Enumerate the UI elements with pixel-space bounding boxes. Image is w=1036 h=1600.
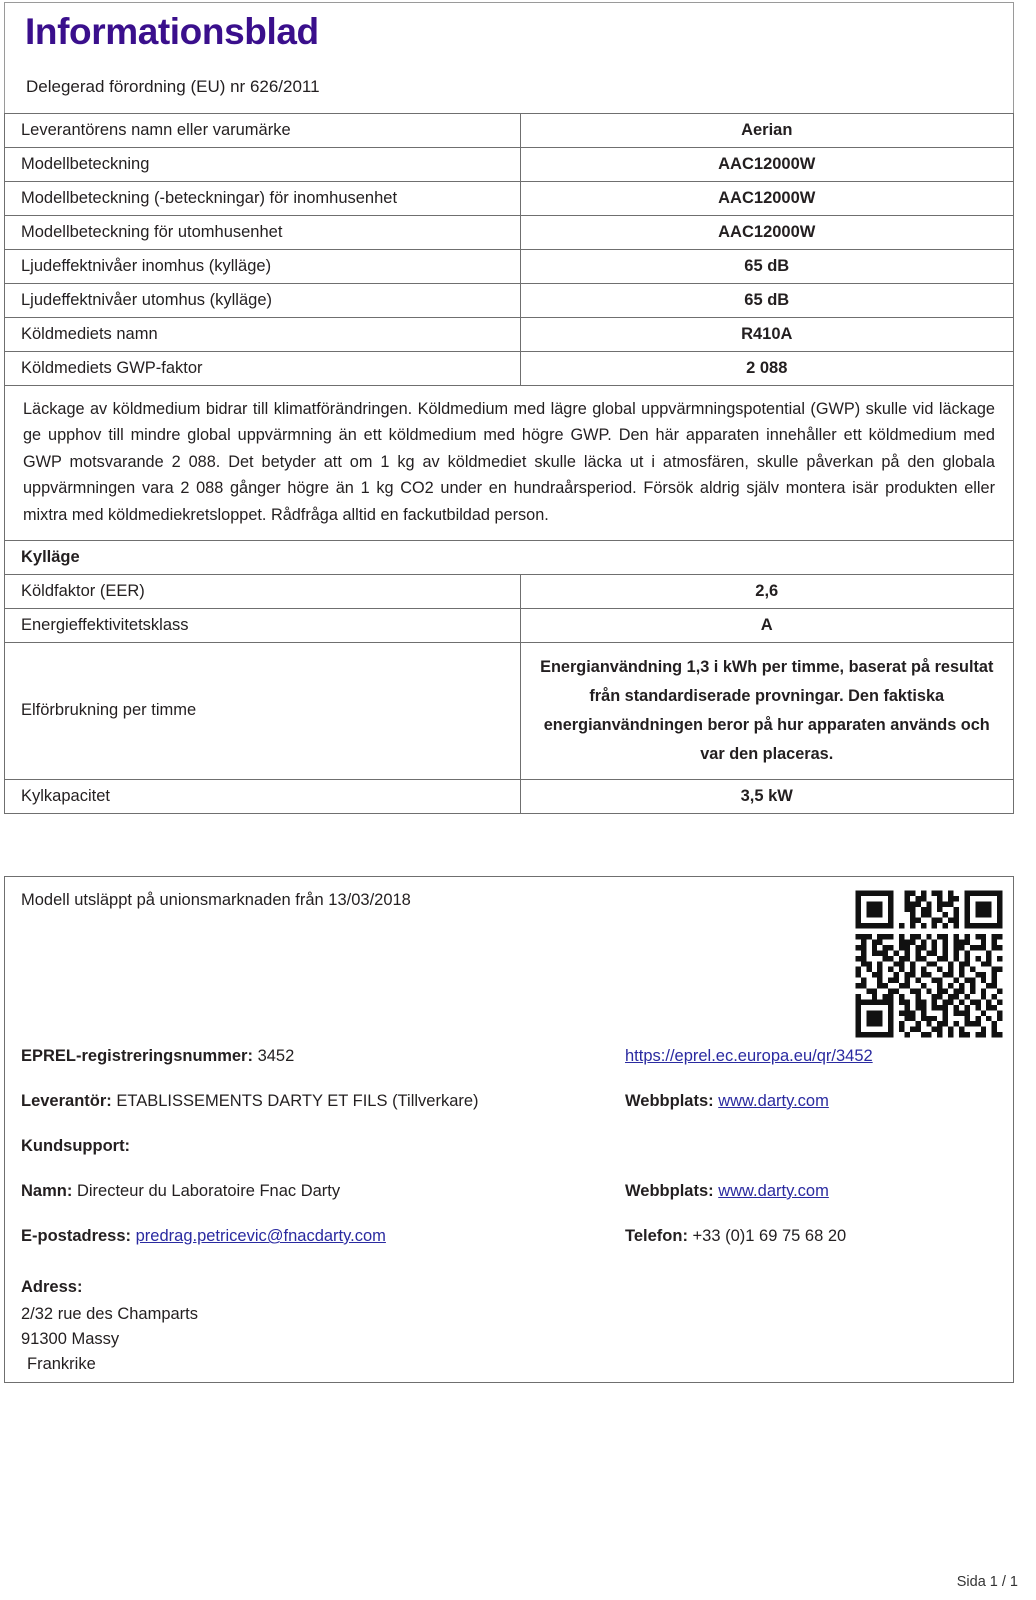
supplier-row bbox=[5, 1092, 1013, 1137]
support-name-row bbox=[5, 1182, 1013, 1227]
table-row bbox=[5, 148, 1014, 182]
power-consumption-row bbox=[5, 642, 1014, 779]
spec-value: 3,5 kW bbox=[520, 779, 1014, 813]
header-box bbox=[4, 2, 1014, 113]
gwp-note-text: Läckage av köldmedium bidrar till klimatförändringen. Köldmedium med lägre global uppvärmningspotential (GWP) skulle vid läckage ge upphov till mindre global uppvärmning än ett köldmedium med högre GWP. Den här apparaten innehåller ett köldmedium med GWP motsvarande 2 088. Det betyder att om 1 kg av köldmediet skulle läcka ut i atmosfären, skulle påverkan på den globala uppvärmningen vara 2 088 gånger högre än 1 kg CO2 under en hundraårsperiod. Försök aldrig själv montera isär produkten eller mixtra med köldmediekretsloppet. Rådfråga alltid en fackutbildad person. bbox=[5, 386, 1014, 541]
support-phone bbox=[625, 1227, 846, 1246]
eprel-url-link[interactable]: https://eprel.ec.europa.eu/qr/3452 bbox=[625, 1047, 873, 1065]
table-row bbox=[5, 574, 1014, 608]
eprel-url-container bbox=[625, 1047, 873, 1066]
eprel-value: 3452 bbox=[257, 1047, 295, 1065]
eprel-label: EPREL-registreringsnummer: bbox=[21, 1047, 253, 1065]
power-consumption-label: Elförbrukning per timme bbox=[5, 642, 521, 779]
support-name bbox=[21, 1182, 340, 1201]
support-name-label: Namn: bbox=[21, 1182, 73, 1200]
support-email-label: E-postadress: bbox=[21, 1227, 132, 1245]
spec-value: AAC12000W bbox=[520, 148, 1014, 182]
address-line-1: 2/32 rue des Champarts bbox=[21, 1305, 199, 1324]
regulation-subtitle: Delegerad förordning (EU) nr 626/2011 bbox=[26, 77, 320, 96]
support-website-link[interactable]: www.darty.com bbox=[718, 1182, 829, 1200]
customer-support-label: Kundsupport: bbox=[21, 1137, 131, 1155]
specification-table bbox=[4, 113, 1014, 814]
spec-label: Modellbeteckning bbox=[5, 148, 521, 182]
support-website-label: Webbplats: bbox=[625, 1182, 714, 1200]
spec-label: Leverantörens namn eller varumärke bbox=[5, 114, 521, 148]
supplier-website-label: Webbplats: bbox=[625, 1092, 714, 1110]
qr-code-icon bbox=[841, 885, 1017, 1043]
support-contact-row bbox=[5, 1227, 1013, 1272]
support-phone-label: Telefon: bbox=[625, 1227, 688, 1245]
support-name-value: Directeur du Laboratoire Fnac Darty bbox=[76, 1182, 341, 1200]
table-row bbox=[5, 352, 1014, 386]
gwp-note-row bbox=[5, 386, 1014, 541]
address-line-2: 91300 Massy bbox=[21, 1330, 120, 1349]
spec-value: AAC12000W bbox=[520, 216, 1014, 250]
supplier-website-link[interactable]: www.darty.com bbox=[718, 1092, 829, 1110]
market-release-date: Modell utsläppt på unionsmarknaden från 13/03/2018 bbox=[21, 891, 411, 909]
spec-label: Köldfaktor (EER) bbox=[5, 574, 521, 608]
address-line-3: Frankrike bbox=[27, 1355, 96, 1374]
spec-value: 2 088 bbox=[520, 352, 1014, 386]
power-consumption-value: Energianvändning 1,3 i kWh per timme, baserat på resultat från standardiserade provningar. Den faktiska energianvändningen beror på hur apparaten används och var den placeras. bbox=[520, 642, 1014, 779]
spec-label: Ljudeffektnivåer inomhus (kylläge) bbox=[5, 250, 521, 284]
support-email-link[interactable]: predrag.petricevic@fnacdarty.com bbox=[135, 1227, 386, 1245]
table-row bbox=[5, 284, 1014, 318]
spec-value: AAC12000W bbox=[520, 182, 1014, 216]
spec-value: Aerian bbox=[520, 114, 1014, 148]
spec-label: Köldmediets namn bbox=[5, 318, 521, 352]
spec-value: R410A bbox=[520, 318, 1014, 352]
supplier-label: Leverantör: bbox=[21, 1092, 112, 1110]
spec-value: A bbox=[520, 608, 1014, 642]
page-footer: Sida 1 / 1 bbox=[956, 1574, 1018, 1590]
supplier-website bbox=[625, 1092, 829, 1111]
cooling-section-header: Kylläge bbox=[5, 540, 1014, 574]
spec-label: Modellbeteckning för utomhusenhet bbox=[5, 216, 521, 250]
table-row bbox=[5, 318, 1014, 352]
spec-label: Energieffektivitetsklass bbox=[5, 608, 521, 642]
spec-value: 65 dB bbox=[520, 250, 1014, 284]
page-title: Informationsblad bbox=[25, 11, 319, 52]
address-block bbox=[21, 1275, 198, 1377]
eprel-registration bbox=[21, 1047, 294, 1066]
table-row bbox=[5, 182, 1014, 216]
address-label: Adress: bbox=[21, 1278, 83, 1296]
support-email bbox=[21, 1227, 386, 1246]
spec-label: Kylkapacitet bbox=[5, 779, 521, 813]
table-row bbox=[5, 216, 1014, 250]
customer-support-header bbox=[21, 1137, 130, 1156]
supplier-info bbox=[21, 1092, 479, 1111]
table-row bbox=[5, 779, 1014, 813]
supplier-value: ETABLISSEMENTS DARTY ET FILS (Tillverkare) bbox=[116, 1092, 479, 1110]
support-website bbox=[625, 1182, 829, 1201]
support-header-row bbox=[5, 1137, 1013, 1182]
table-row bbox=[5, 608, 1014, 642]
spec-label: Ljudeffektnivåer utomhus (kylläge) bbox=[5, 284, 521, 318]
supplier-info-box bbox=[4, 876, 1014, 1383]
spec-label: Köldmediets GWP-faktor bbox=[5, 352, 521, 386]
spec-value: 65 dB bbox=[520, 284, 1014, 318]
spec-value: 2,6 bbox=[520, 574, 1014, 608]
eprel-row bbox=[5, 1047, 1013, 1092]
cooling-section-header-row bbox=[5, 540, 1014, 574]
support-phone-value: +33 (0)1 69 75 68 20 bbox=[692, 1227, 847, 1245]
table-row bbox=[5, 250, 1014, 284]
contact-details bbox=[5, 1047, 1013, 1272]
spec-label: Modellbeteckning (-beteckningar) för inomhusenhet bbox=[5, 182, 521, 216]
table-row bbox=[5, 114, 1014, 148]
